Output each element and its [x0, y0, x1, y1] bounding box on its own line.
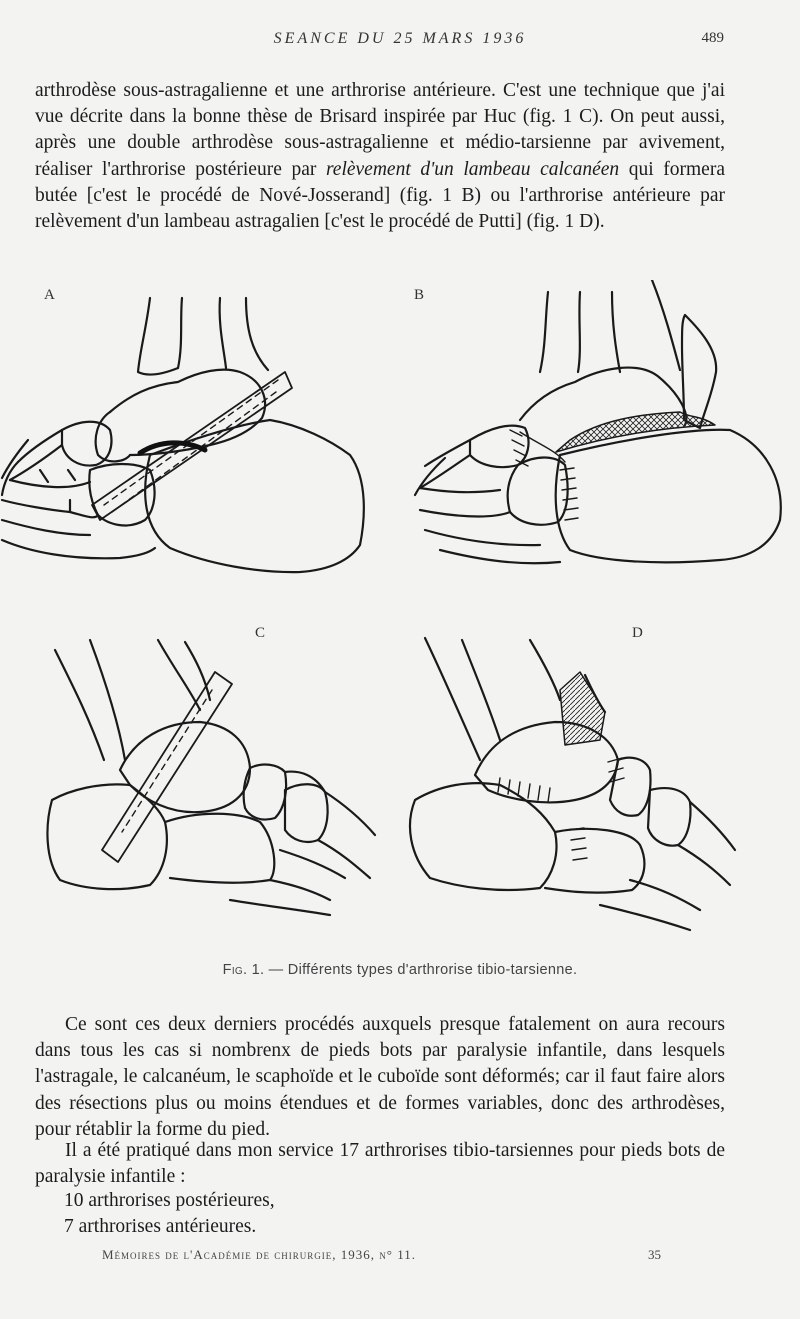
figure-panel-d — [410, 638, 735, 930]
paragraph-procedures-text: Ce sont ces deux derniers procédés auxquels presque fatalement on aura recours dans tous les cas si nombrenx de pieds bots par paralysie infantile, dans lesquels l'astragale, le calcanéum, le scaphoïde et le cuboïde sont déformés; car il faut faire alors des résections plus ou moins étendues et de formes variables, donc des arthrodèses, pour rétablir la forme du pied. — [35, 1014, 725, 1140]
panel-label-a: A — [44, 287, 55, 303]
paragraph-service — [35, 1138, 725, 1190]
panel-label-d: D — [632, 625, 643, 641]
paragraph-intro-text-2: qui formera butée [c'est le procédé de Nové-Josserand] (fig. 1 B) ou l'arthrorise antérieure par relèvement d'un lambeau astragalien [c'est le procédé de Putti] (fig. 1 D). — [35, 158, 725, 233]
paragraph-intro-text-1: arthrodèse sous-astragalienne et une arthrorise antérieure. C'est une technique que j'ai vue décrite dans la bonne thèse de Brisard inspirée par Huc (fig. 1 C). On peut aussi, après une double arthrodèse sous-astragalienne et médio-tarsienne par avivement, réaliser l'arthrorise postérieure par — [35, 80, 725, 180]
figure-caption-label: Fig. 1. — [222, 962, 265, 978]
figure-panel-c — [47, 640, 375, 915]
running-title: SEANCE DU 25 MARS 1936 — [273, 30, 527, 47]
running-head — [0, 30, 800, 54]
figure-caption — [0, 962, 800, 978]
figure-panel-a — [2, 298, 364, 572]
signature-mark: 35 — [648, 1247, 661, 1262]
panel-label-b: B — [414, 287, 425, 303]
page-number: 489 — [701, 30, 724, 46]
paragraph-intro-emphasis: relèvement d'un lambeau calcanéen — [325, 158, 620, 180]
footer-citation: Mémoires de l'Académie de chirurgie, 1936, n° 11. — [102, 1247, 416, 1262]
list-item: 7 arthrorises antérieures. — [64, 1216, 257, 1237]
list-item: 10 arthrorises postérieures, — [64, 1190, 275, 1211]
paragraph-service-text: Il a été pratiqué dans mon service 17 arthrorises tibio-tarsiennes pour pieds bots de paralysie infantile : — [35, 1140, 725, 1188]
figure-panel-b — [415, 280, 781, 563]
panel-label-c: C — [255, 625, 266, 641]
paragraph-procedures — [35, 1012, 725, 1143]
page-footer — [0, 1247, 800, 1267]
foot-illustrations — [0, 280, 800, 950]
figure-caption-text: — Différents types d'arthrorise tibio-tarsienne. — [264, 962, 578, 978]
paragraph-intro — [35, 78, 725, 235]
